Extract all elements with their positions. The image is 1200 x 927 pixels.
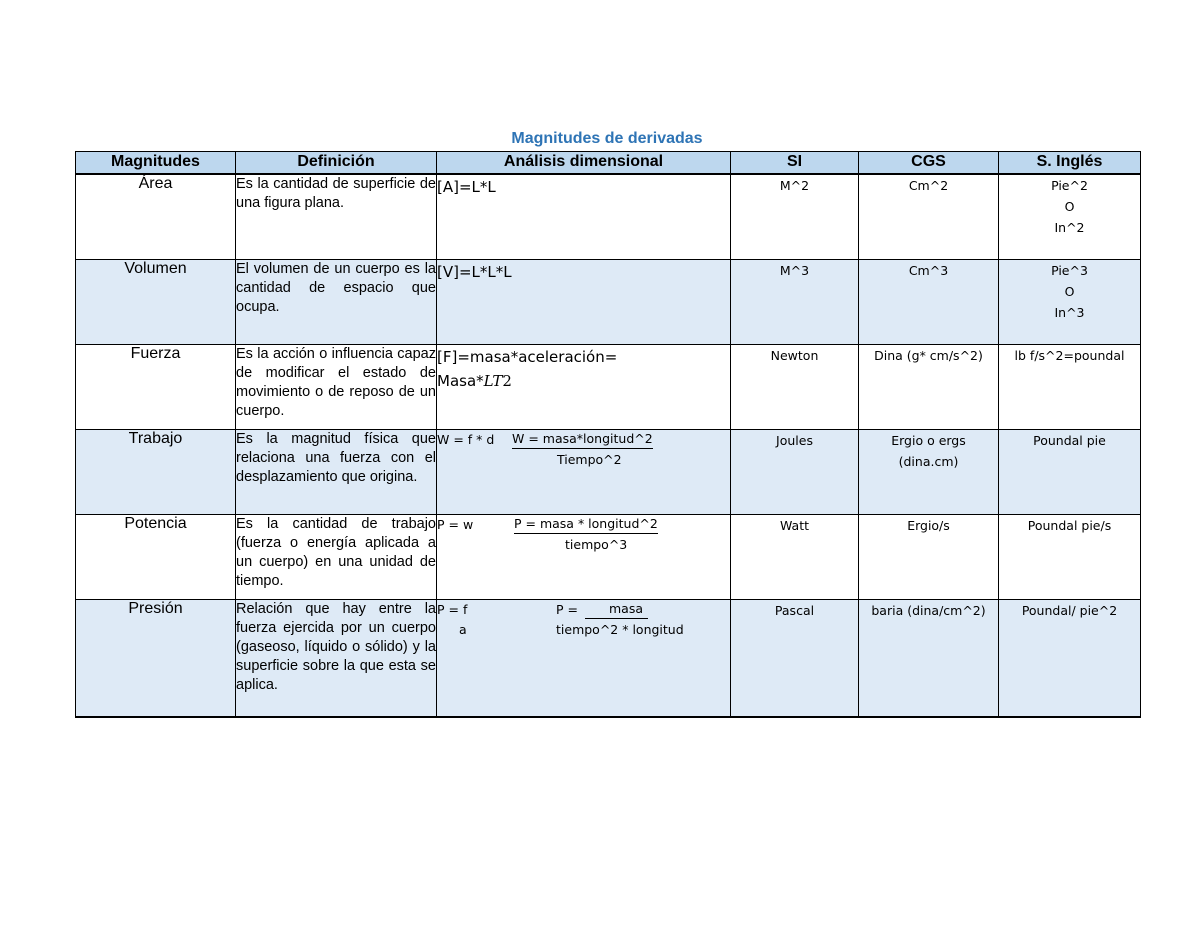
row-name: Potencia [76, 515, 236, 600]
cgs-unit-line: (dina.cm) [898, 454, 959, 469]
header-magnitudes: Magnitudes [76, 152, 236, 175]
dimension-text: Masa* [437, 372, 484, 390]
row-dimension [437, 430, 731, 515]
dimension-formula-line2 [437, 369, 730, 393]
row-name: Área [76, 174, 236, 260]
row-cgs [859, 430, 999, 515]
table-row [76, 345, 1141, 430]
row-name: Presión [76, 600, 236, 718]
dimension-prefix: P = [556, 602, 578, 617]
row-english [999, 600, 1141, 718]
english-unit-line: Pie^3 [1051, 263, 1088, 278]
dimension-fraction [437, 430, 730, 474]
dimension-numerator: masa [585, 600, 648, 619]
english-unit-line: Poundal pie [1033, 433, 1106, 448]
dimension-left: W = f * d [437, 432, 495, 447]
row-dimension [437, 174, 731, 260]
table-row [76, 600, 1141, 718]
row-si: Pascal [731, 600, 859, 718]
row-si: Newton [731, 345, 859, 430]
derived-magnitudes-table [75, 151, 1141, 718]
english-unit-line: Pie^2 [1051, 178, 1088, 193]
dimension-tail: 2 [502, 372, 512, 390]
header-si: SI [731, 152, 859, 175]
dimension-denominator: tiempo^3 [565, 537, 628, 552]
row-cgs: Dina (g* cm/s^2) [859, 345, 999, 430]
row-cgs: Cm^2 [859, 174, 999, 260]
english-unit-line: O [1064, 284, 1075, 299]
row-cgs [859, 600, 999, 718]
table-row [76, 174, 1141, 260]
english-unit-line: Poundal pie/s [1027, 518, 1112, 533]
english-unit-line: In^2 [1054, 220, 1085, 235]
dimension-denominator: Tiempo^2 [557, 452, 622, 467]
row-english [999, 345, 1141, 430]
dimension-formula: [A]=L*L [437, 178, 496, 196]
row-dimension [437, 600, 731, 718]
row-definition: Relación que hay entre la fuerza ejercida por un cuerpo (gaseoso, líquido o sólido) y la superficie sobre la que esta se aplica. [236, 600, 437, 718]
dimension-left-denominator: a [459, 622, 467, 637]
row-si: M^2 [731, 174, 859, 260]
header-s-ingles: S. Inglés [999, 152, 1141, 175]
table-title: Magnitudes de derivadas [511, 130, 703, 147]
cgs-unit-line: Ergio/s [907, 518, 950, 533]
dimension-italic: LT [483, 372, 503, 390]
row-cgs: Cm^3 [859, 260, 999, 345]
row-english [999, 515, 1141, 600]
dimension-left-numerator: P = f [437, 602, 468, 617]
dimension-fraction [437, 515, 730, 559]
header-definicion: Definición [236, 152, 437, 175]
row-definition: Es la cantidad de trabajo (fuerza o energía aplicada a un cuerpo) en una unidad de tiempo. [236, 515, 437, 600]
dimension-formula-line1: [F]=masa*aceleración= [437, 348, 618, 366]
row-si: Watt [731, 515, 859, 600]
dimension-left: P = w [437, 517, 474, 532]
row-definition: Es la cantidad de superficie de una figura plana. [236, 174, 437, 260]
dimension-numerator: W = masa*longitud^2 [512, 430, 653, 449]
english-unit-line: In^3 [1054, 305, 1085, 320]
row-name: Volumen [76, 260, 236, 345]
dimension-fraction [437, 600, 730, 644]
row-si: Joules [731, 430, 859, 515]
header-analisis-dimensional: Análisis dimensional [437, 152, 731, 175]
row-definition: El volumen de un cuerpo es la cantidad de espacio que ocupa. [236, 260, 437, 345]
row-si: M^3 [731, 260, 859, 345]
row-definition: Es la acción o influencia capaz de modificar el estado de movimiento o de reposo de un cuerpo. [236, 345, 437, 430]
row-english [999, 260, 1141, 345]
row-name: Fuerza [76, 345, 236, 430]
row-dimension [437, 345, 731, 430]
header-row [76, 152, 1141, 175]
dimension-denominator: tiempo^2 * longitud [556, 622, 684, 637]
table-row [76, 260, 1141, 345]
row-name: Trabajo [76, 430, 236, 515]
row-english [999, 174, 1141, 260]
row-dimension [437, 515, 731, 600]
cgs-unit-line: baria (dina/cm^2) [871, 603, 986, 618]
dimension-numerator: P = masa * longitud^2 [514, 515, 658, 534]
header-cgs: CGS [859, 152, 999, 175]
table-row [76, 515, 1141, 600]
english-unit-line: O [1064, 199, 1075, 214]
row-definition: Es la magnitud física que relaciona una fuerza con el desplazamiento que origina. [236, 430, 437, 515]
cgs-unit-line: Ergio o ergs [891, 433, 966, 448]
row-cgs [859, 515, 999, 600]
english-unit-line: lb f/s^2=poundal [1014, 348, 1125, 363]
dimension-formula: [V]=L*L*L [437, 263, 512, 281]
row-dimension [437, 260, 731, 345]
table-row [76, 430, 1141, 515]
row-english [999, 430, 1141, 515]
english-unit-line: Poundal/ pie^2 [1021, 603, 1118, 618]
